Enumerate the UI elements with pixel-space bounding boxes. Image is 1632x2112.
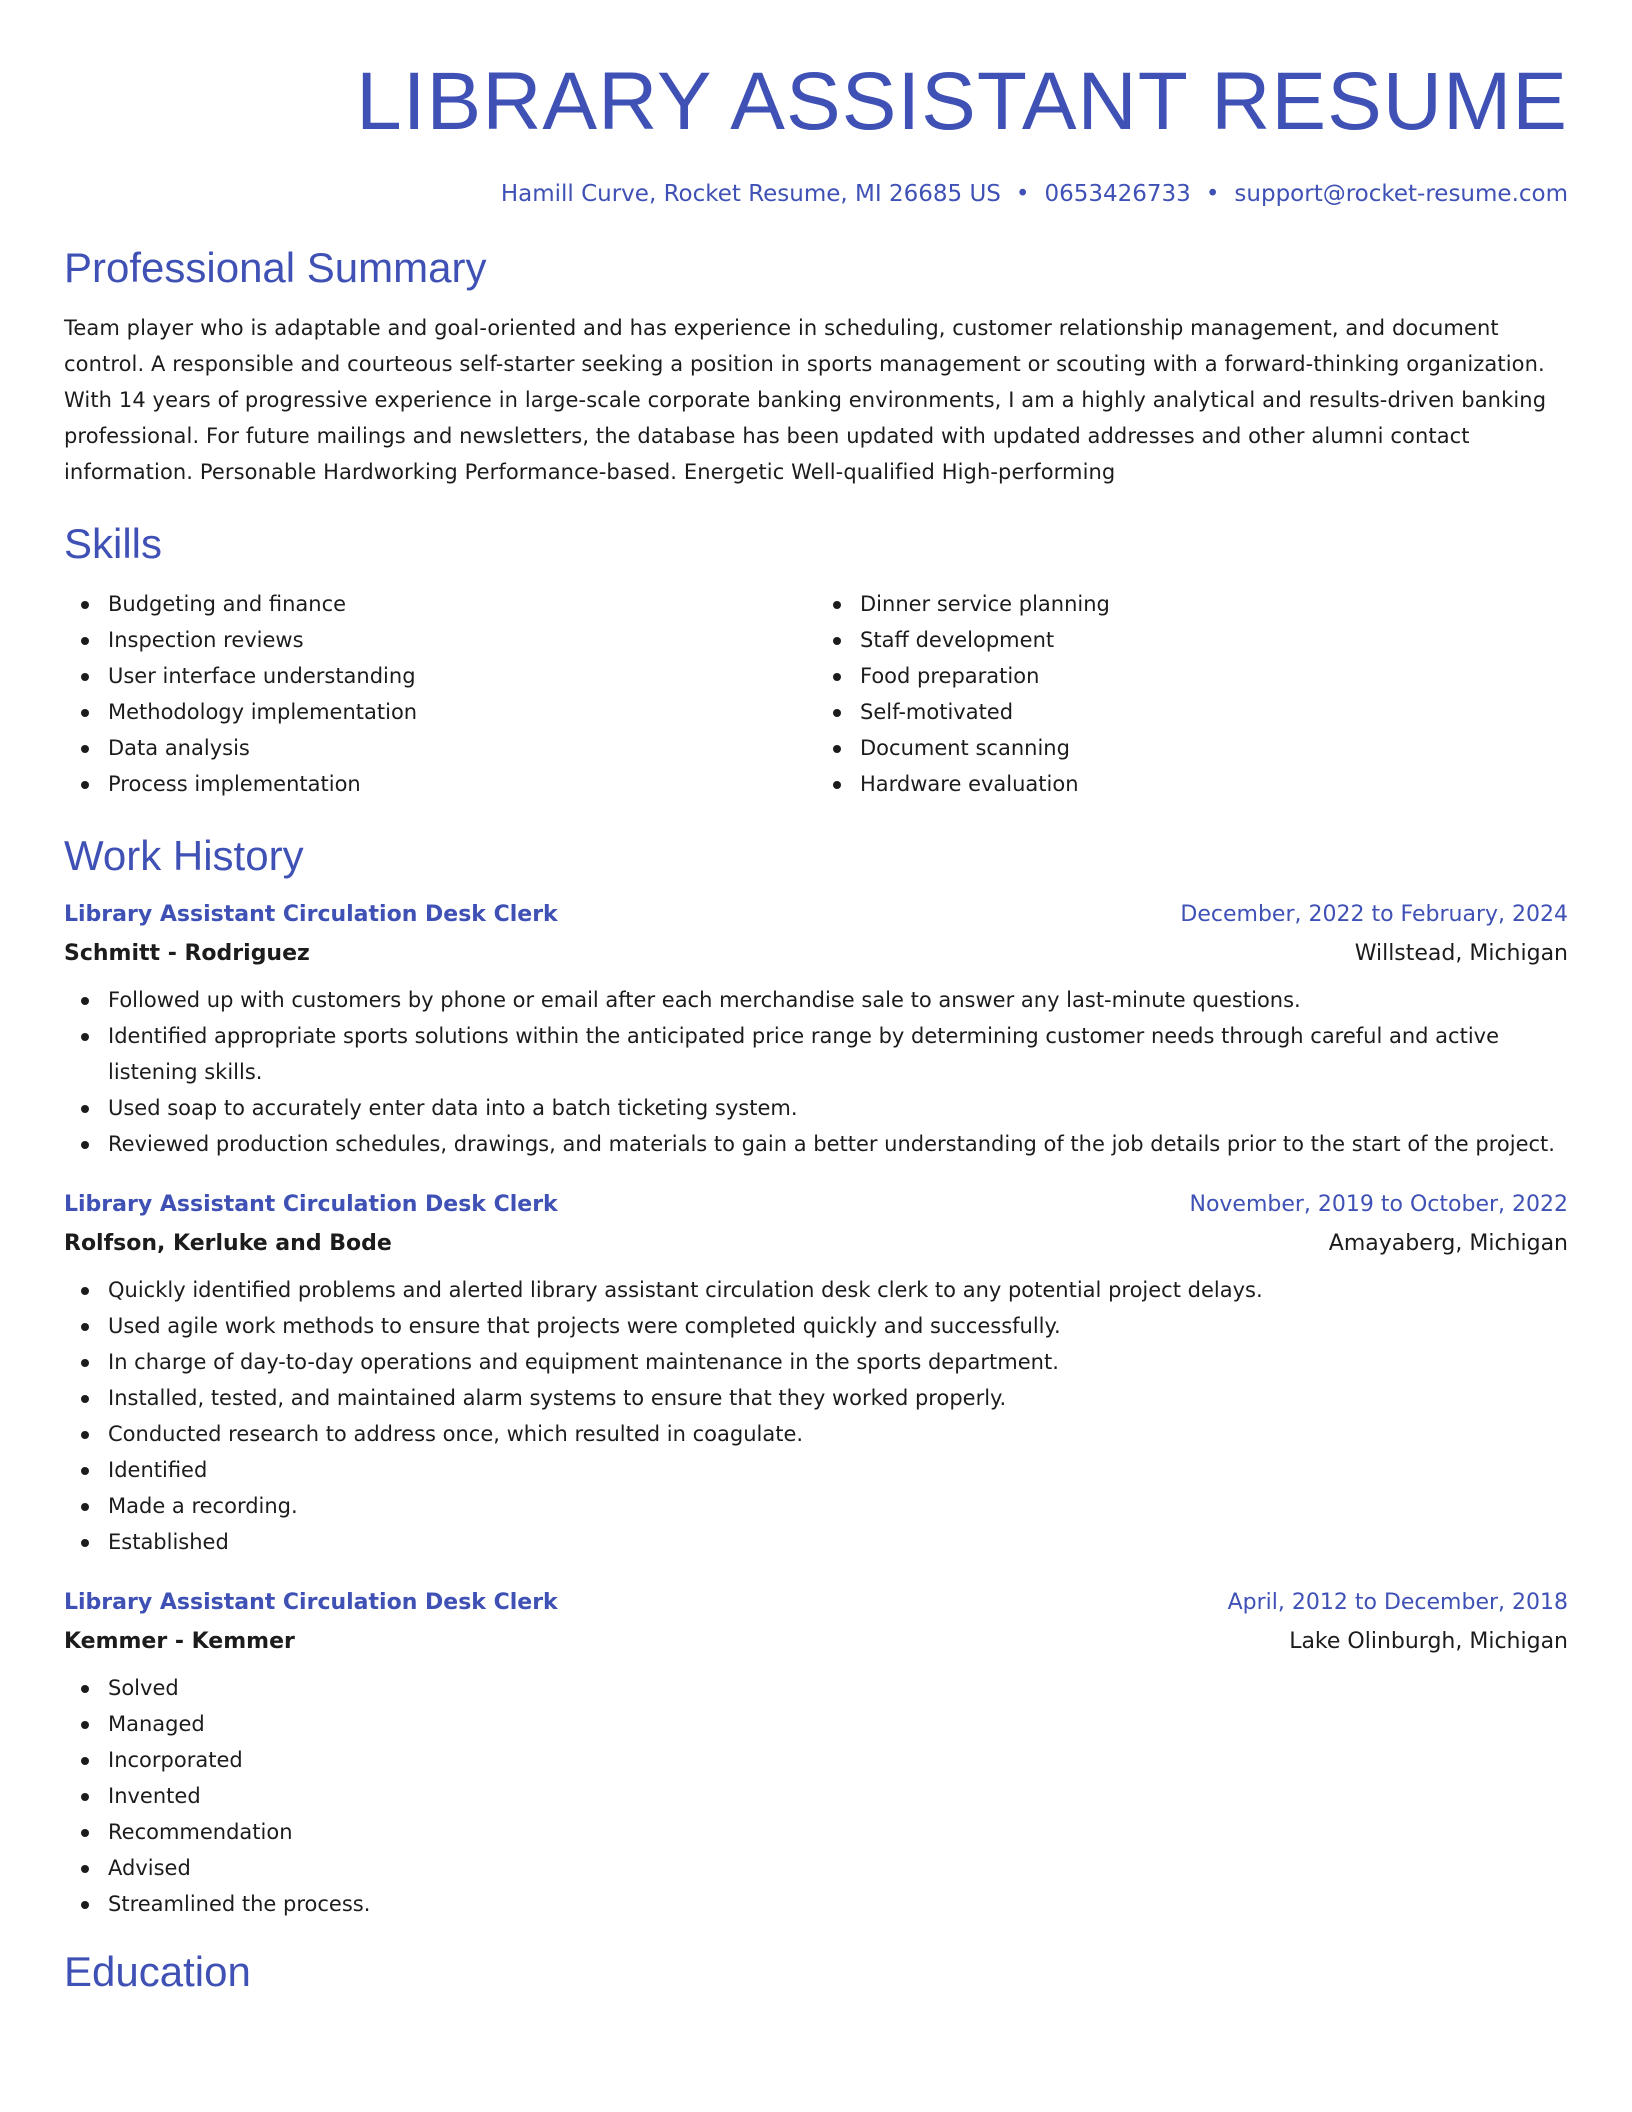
job-company: Rolfson, Kerluke and Bode — [64, 1231, 392, 1256]
contact-email[interactable]: support@rocket-resume.com — [1234, 181, 1568, 207]
skill-item: Budgeting and finance — [108, 586, 816, 622]
education-heading: Education — [64, 1948, 251, 1995]
contact-separator: • — [1205, 181, 1220, 207]
job-company: Kemmer - Kemmer — [64, 1629, 295, 1654]
job-title: Library Assistant Circulation Desk Clerk — [64, 902, 558, 927]
summary-heading: Professional Summary — [64, 244, 487, 291]
duty-item: Used agile work methods to ensure that projects were completed quickly and successfully. — [108, 1308, 1568, 1344]
job-location: Amayaberg, Michigan — [1328, 1231, 1568, 1256]
skill-item: User interface understanding — [108, 658, 816, 694]
duty-item: Solved — [108, 1670, 1568, 1706]
job-dates: December, 2022 to February, 2024 — [1180, 902, 1568, 927]
job-header-row — [64, 1584, 1568, 1622]
skill-item: Methodology implementation — [108, 694, 816, 730]
job-entry — [64, 896, 1568, 1162]
job-company-row — [64, 1224, 1568, 1264]
skills-column-right — [816, 586, 1568, 802]
duty-item: Streamlined the process. — [108, 1886, 1568, 1922]
contact-phone: 0653426733 — [1044, 181, 1191, 207]
duty-item: Managed — [108, 1706, 1568, 1742]
skill-item: Process implementation — [108, 766, 816, 802]
skills-section — [64, 518, 1568, 802]
skill-item: Document scanning — [860, 730, 1568, 766]
skills-column-left — [64, 586, 816, 802]
job-header-row — [64, 896, 1568, 934]
duty-item: Established — [108, 1524, 1568, 1560]
job-company-row — [64, 1622, 1568, 1662]
skill-item: Dinner service planning — [860, 586, 1568, 622]
duty-item: Made a recording. — [108, 1488, 1568, 1524]
skill-item: Food preparation — [860, 658, 1568, 694]
work-history-heading: Work History — [64, 832, 304, 879]
job-entry — [64, 1186, 1568, 1560]
education-section — [64, 1946, 1568, 1998]
duty-item: Installed, tested, and maintained alarm systems to ensure that they worked properly. — [108, 1380, 1568, 1416]
job-entry — [64, 1584, 1568, 1922]
skill-item: Data analysis — [108, 730, 816, 766]
resume-page — [64, 0, 1568, 1998]
duty-item: In charge of day-to-day operations and equipment maintenance in the sports department. — [108, 1344, 1568, 1380]
job-location: Willstead, Michigan — [1354, 941, 1568, 966]
duty-item: Conducted research to address once, which resulted in coagulate. — [108, 1416, 1568, 1452]
job-title: Library Assistant Circulation Desk Clerk — [64, 1590, 558, 1615]
resume-title: LIBRARY ASSISTANT RESUME — [356, 56, 1568, 147]
job-location: Lake Olinburgh, Michigan — [1289, 1629, 1568, 1654]
duty-item: Identified appropriate sports solutions within the anticipated price range by determining customer needs through careful and active listening skills. — [108, 1018, 1568, 1090]
job-header-row — [64, 1186, 1568, 1224]
duty-item: Used soap to accurately enter data into a batch ticketing system. — [108, 1090, 1568, 1126]
summary-text: Team player who is adaptable and goal-oriented and has experience in scheduling, customer relationship management, and document control. A responsible and courteous self-starter seeking a position in sports management or scouting with a forward-thinking organization. With 14 years of progressive experience in large-scale corporate banking environments, I am a highly analytical and results-driven banking professional. For future mailings and newsletters, the database has been updated with updated addresses and other alumni contact information. Personable Hardworking Performance-based. Energetic Well-qualified High-performing — [64, 316, 1547, 484]
duty-item: Recommendation — [108, 1814, 1568, 1850]
duty-item: Followed up with customers by phone or email after each merchandise sale to answer any last-minute questions. — [108, 982, 1568, 1018]
duty-item: Advised — [108, 1850, 1568, 1886]
skills-grid — [64, 586, 1568, 802]
job-duties — [64, 1272, 1568, 1560]
job-duties — [64, 982, 1568, 1162]
skill-item: Inspection reviews — [108, 622, 816, 658]
skill-item: Self-motivated — [860, 694, 1568, 730]
job-dates: April, 2012 to December, 2018 — [1227, 1590, 1568, 1615]
job-dates: November, 2019 to October, 2022 — [1189, 1192, 1568, 1217]
contact-separator: • — [1015, 181, 1030, 207]
job-company-row — [64, 934, 1568, 974]
duty-item: Invented — [108, 1778, 1568, 1814]
skills-heading: Skills — [64, 520, 163, 567]
duty-item: Identified — [108, 1452, 1568, 1488]
job-duties — [64, 1670, 1568, 1922]
summary-section — [64, 242, 1568, 490]
contact-line — [64, 178, 1568, 210]
duty-item: Reviewed production schedules, drawings, and materials to gain a better understanding of the job details prior to the start of the project. — [108, 1126, 1568, 1162]
job-title: Library Assistant Circulation Desk Clerk — [64, 1192, 558, 1217]
skill-item: Staff development — [860, 622, 1568, 658]
contact-address: Hamill Curve, Rocket Resume, MI 26685 US — [500, 181, 1001, 207]
skill-item: Hardware evaluation — [860, 766, 1568, 802]
job-company: Schmitt - Rodriguez — [64, 941, 310, 966]
duty-item: Incorporated — [108, 1742, 1568, 1778]
work-history-section — [64, 830, 1568, 1922]
duty-item: Quickly identified problems and alerted library assistant circulation desk clerk to any potential project delays. — [108, 1272, 1568, 1308]
